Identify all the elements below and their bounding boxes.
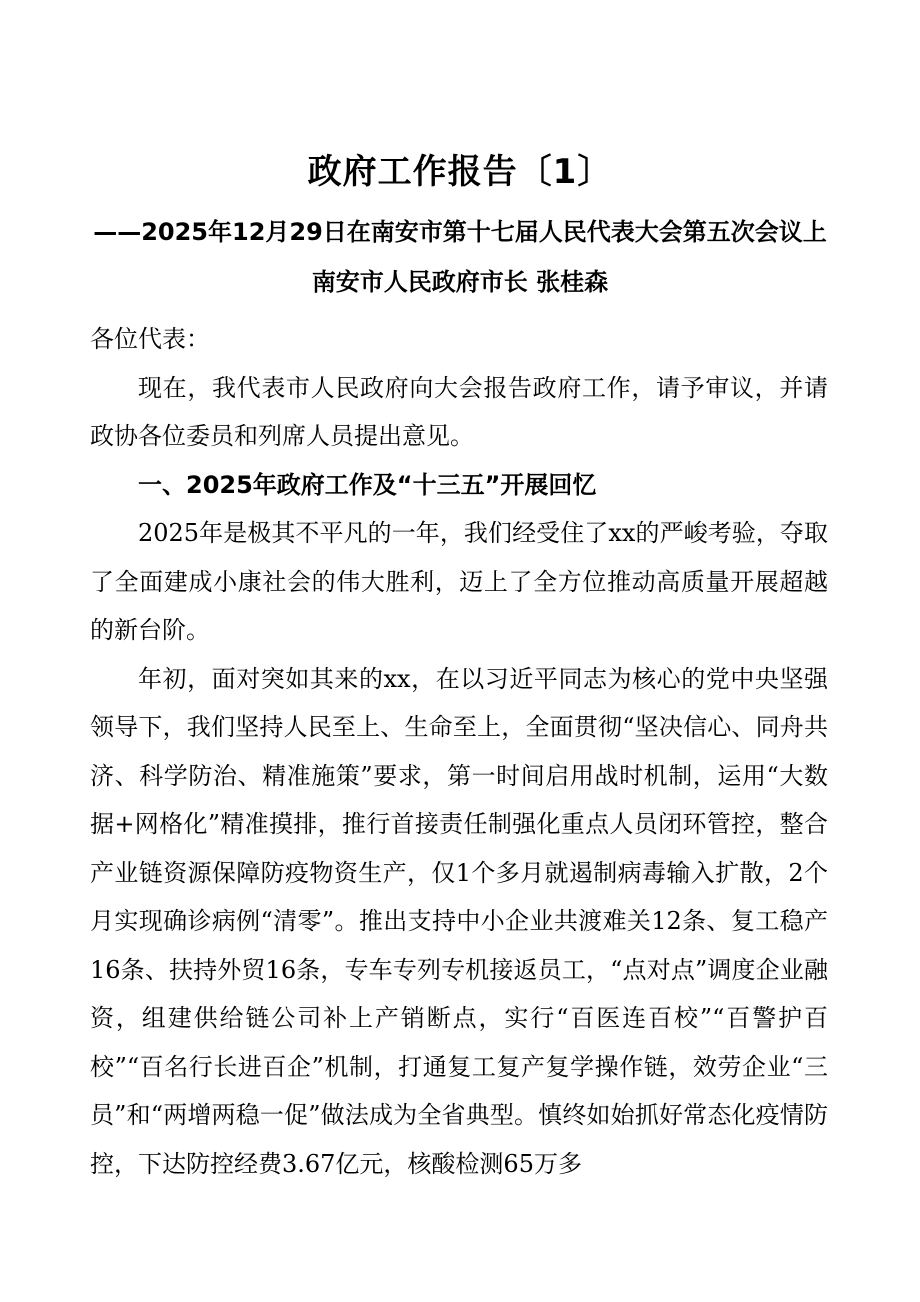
- document-title: 政府工作报告〔1〕: [307, 152, 613, 192]
- document-subtitle-meeting: ——2025年12月29日在南安市第十七届人民代表大会第五次会议上: [93, 218, 827, 246]
- salutation: 各位代表：: [90, 325, 210, 353]
- paragraph-2: 年初，面对突如其来的xx，在以习近平同志为核心的党中央坚强领导下，我们坚持人民至上、生命至上，全面贯彻“坚决信心、同舟共济、科学防治、精准施策”要求，第一时间启用战时机制，运用“大数据+网格化”精准摸排，推行首接责任制强化重点人员闭环管控，整合产业链资源保障防疫物资生产，仅1个多月就遏制病毒输入扩散，2个月实现确诊病例“清零”。推出支持中小企业共渡难关12条、复工稳产16条、扶持外贸16条，专车专列专机接返员工，“点对点”调度企业融资，组建供给链公司补上产销断点，实行“百医连百校”“百警护百校”“百名行长进百企”机制，打通复工复产复学操作链，效劳企业“三员”和“两增两稳一促”做法成为全省典型。慎终如始抓好常态化疫情防控，下达防控经费3.67亿元，核酸检测65万多: [90, 664, 828, 1178]
- section-heading-1: 一、2025年政府工作及“十三五”开展回忆: [138, 470, 597, 499]
- document-subtitle-author: 南安市人民政府市长 张桂森: [311, 268, 609, 296]
- paragraph-1: 2025年是极其不平凡的一年，我们经受住了xx的严峻考验，夺取了全面建成小康社会的伟大胜利，迈上了全方位推动高质量开展超越的新台阶。: [90, 519, 828, 644]
- paragraph-intro: 现在，我代表市人民政府向大会报告政府工作，请予审议，并请政协各位委员和列席人员提出意见。: [90, 373, 828, 450]
- document-body: [90, 315, 828, 1188]
